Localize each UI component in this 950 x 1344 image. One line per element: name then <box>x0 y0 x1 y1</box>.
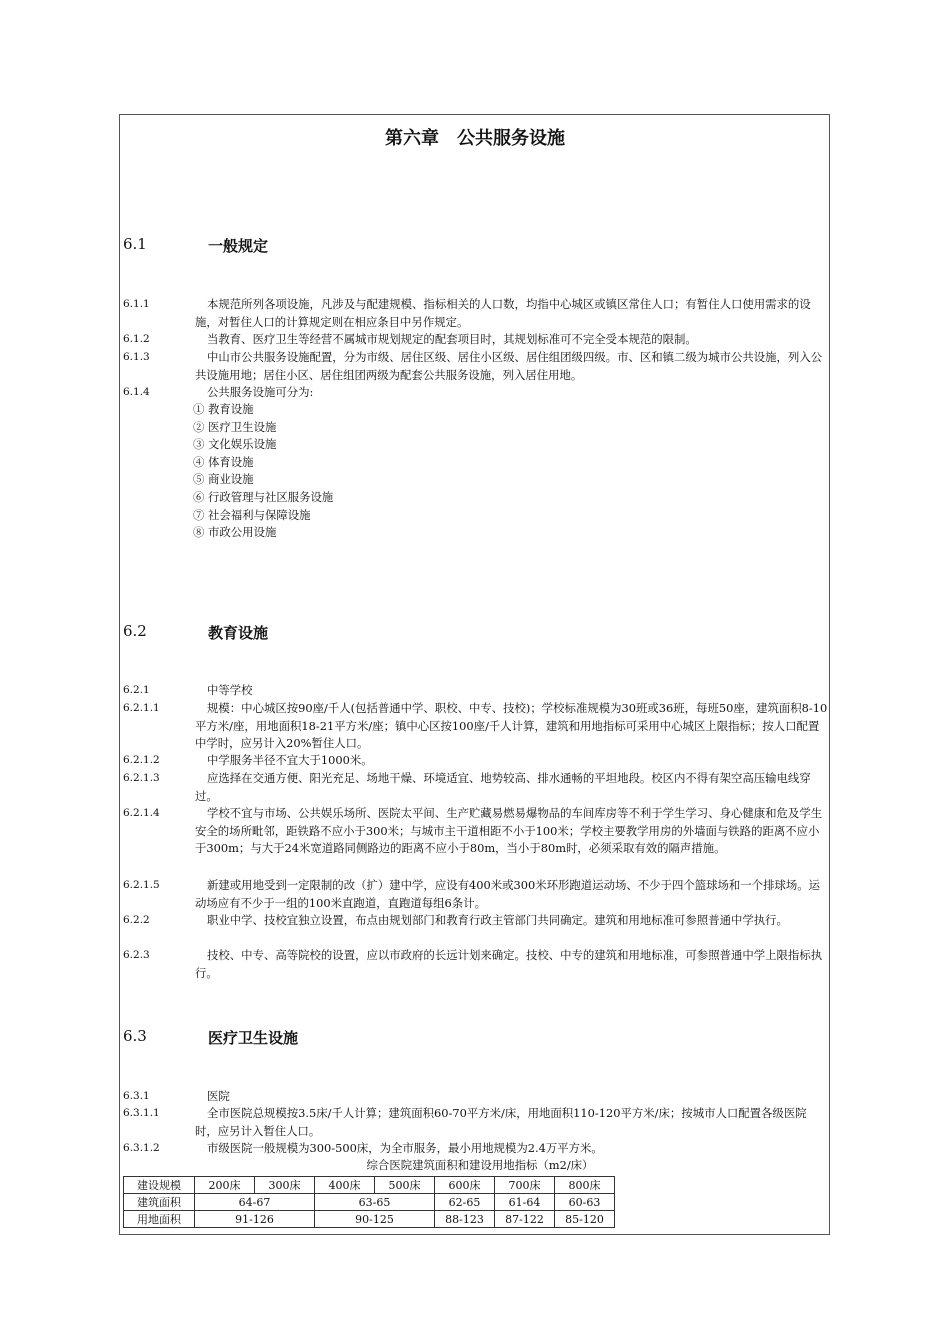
clause <box>123 1088 828 1106</box>
list-item: ⑤ 商业设施 <box>193 472 254 487</box>
table-header-cell: 200床 <box>195 1177 255 1194</box>
clause-text: 学校不宜与市场、公共娱乐场所、医院太平间、生产贮藏易燃易爆物品的车间库房等不利于学生学习、身心健康和危及学生安全的场所毗邻，距铁路不应小于300米；与城市主干道相距不小于100米；学校主要教学用房的外墙面与铁路的距离不应小于300m；与大于24米宽道路同侧路边的距离不应小于80m，当小于80m时，必须采取有效的隔声措施。 <box>195 806 823 855</box>
clause-number: 6.3.1 <box>123 1090 150 1102</box>
clause <box>123 947 828 982</box>
clause <box>123 1105 828 1140</box>
table-cell: 91-126 <box>195 1211 315 1228</box>
section-number: 6.2 <box>123 622 147 640</box>
document-frame <box>119 114 830 1235</box>
facility-list <box>193 401 333 542</box>
clause-number: 6.2.3 <box>123 949 150 961</box>
clause-number: 6.1.3 <box>123 351 150 363</box>
table-header-cell: 400床 <box>315 1177 375 1194</box>
clause-number: 6.2.1.2 <box>123 754 160 766</box>
clause-number: 6.1.1 <box>123 298 150 310</box>
hospital-index-table <box>123 1176 615 1228</box>
table-cell: 85-120 <box>555 1211 615 1228</box>
table-cell: 87-122 <box>495 1211 555 1228</box>
clause-text: 职业中学、技校宜独立设置，布点由规划部门和教育行政主管部门共同确定。建筑和用地标准可参照普通中学执行。 <box>207 913 788 927</box>
table-cell: 用地面积 <box>124 1211 195 1228</box>
table-cell: 61-64 <box>495 1194 555 1211</box>
table-header-cell: 700床 <box>495 1177 555 1194</box>
clause <box>123 752 828 770</box>
clause-text: 应选择在交通方便、阳光充足、场地干燥、环境适宜、地势较高、排水通畅的平坦地段。校区内不得有架空高压输电线穿过。 <box>195 771 811 803</box>
table-header-cell: 800床 <box>555 1177 615 1194</box>
table-cell: 建筑面积 <box>124 1194 195 1211</box>
clause-text: 医院 <box>207 1089 230 1103</box>
table-header-cell: 建设规模 <box>124 1177 195 1194</box>
clause-number: 6.3.1.2 <box>123 1142 160 1154</box>
clause-text: 市级医院一般规模为300-500床，为全市服务，最小用地规模为2.4万平方米。 <box>207 1141 603 1155</box>
table-header-cell: 500床 <box>375 1177 435 1194</box>
list-item: ⑧ 市政公用设施 <box>193 525 277 540</box>
table-cell: 62-65 <box>435 1194 495 1211</box>
clause-text: 全市医院总规模按3.5床/千人计算；建筑面积60-70平方米/床，用地面积110-120平方米/床；按城市人口配置各级医院时，应另计入暂住人口。 <box>195 1106 807 1138</box>
table-row <box>124 1211 615 1228</box>
table-cell: 88-123 <box>435 1211 495 1228</box>
clause <box>123 296 828 331</box>
table-caption: 综合医院建筑面积和建设用地指标（m2/床） <box>366 1158 594 1172</box>
clause <box>123 912 828 930</box>
clause-text: 本规范所列各项设施，凡涉及与配建规模、指标相关的人口数，均指中心城区或镇区常住人口；有暂住人口使用需求的设施，对暂住人口的计算规定则在相应条目中另作规定。 <box>195 297 811 329</box>
clause <box>123 384 828 402</box>
table-header-cell: 300床 <box>255 1177 315 1194</box>
section-title: 一般规定 <box>208 237 269 255</box>
chapter-title: 第六章 公共服务设施 <box>385 128 565 149</box>
list-item: ⑥ 行政管理与社区服务设施 <box>193 489 334 504</box>
clause <box>123 1140 828 1158</box>
clause <box>123 700 828 753</box>
table-cell: 60-63 <box>555 1194 615 1211</box>
clause <box>123 682 828 700</box>
table-header-cell: 600床 <box>435 1177 495 1194</box>
clause <box>123 805 828 858</box>
clause-number: 6.2.1.4 <box>123 807 160 819</box>
clause-text: 中山市公共服务设施配置，分为市级、居住区级、居住小区级、居住组团级四级。市、区和镇二级为城市公共设施，列入公共设施用地；居住小区、居住组团两级为配套公共服务设施，列入居住用地。 <box>195 350 823 382</box>
clause-text: 公共服务设施可分为: <box>207 385 314 399</box>
clause-number: 6.2.1.3 <box>123 772 160 784</box>
clause-number: 6.3.1.1 <box>123 1107 160 1119</box>
list-item: ① 教育设施 <box>193 402 254 416</box>
clause <box>123 331 828 349</box>
clause <box>123 877 828 912</box>
clause-text: 中等学校 <box>207 683 253 697</box>
list-item: ⑦ 社会福利与保障设施 <box>193 507 311 522</box>
clause-number: 6.2.2 <box>123 914 150 926</box>
table-cell: 90-125 <box>315 1211 435 1228</box>
list-item: ③ 文化娱乐设施 <box>193 437 277 452</box>
clause-text: 规模：中心城区按90座/千人(包括普通中学、职校、中专、技校)；学校标准规模为30班或36班，每班50座，建筑面积8-10平方米/座，用地面积18-21平方米/座；镇中心区按100座/千人计算，建筑和用地指标可采用中心城区上限指标；按人口配置中学时，应另计入20%暂住人口。 <box>195 701 828 750</box>
list-item: ② 医疗卫生设施 <box>193 419 277 434</box>
clause-text: 新建或用地受到一定限制的改（扩）建中学，应设有400米或300米环形跑道运动场、不少于四个篮球场和一个排球场。运动场应有不少于一组的100米直跑道，直跑道每组6条计。 <box>195 878 821 910</box>
clause-text: 技校、中专、高等院校的设置，应以市政府的长远计划来确定。技校、中专的建筑和用地标准，可参照普通中学上限指标执行。 <box>195 948 823 980</box>
clause <box>123 770 828 805</box>
clause-number: 6.2.1.1 <box>123 702 160 714</box>
section-title: 医疗卫生设施 <box>208 1029 299 1047</box>
clause <box>123 349 828 384</box>
clause-number: 6.2.1.5 <box>123 879 160 891</box>
table-row <box>124 1194 615 1211</box>
table-header-row <box>124 1177 615 1194</box>
clause-number: 6.2.1 <box>123 684 150 696</box>
table-cell: 64-67 <box>195 1194 315 1211</box>
section-number: 6.1 <box>123 235 147 253</box>
clause-number: 6.1.4 <box>123 386 150 398</box>
table-cell: 63-65 <box>315 1194 435 1211</box>
list-item: ④ 体育设施 <box>193 454 254 469</box>
clause-number: 6.1.2 <box>123 333 150 345</box>
clause-text: 当教育、医疗卫生等经营不属城市规划规定的配套项目时，其规划标准可不完全受本规范的限制。 <box>207 332 697 346</box>
clause-text: 中学服务半径不宜大于1000米。 <box>207 753 373 767</box>
section-title: 教育设施 <box>208 624 269 642</box>
section-number: 6.3 <box>123 1027 147 1045</box>
